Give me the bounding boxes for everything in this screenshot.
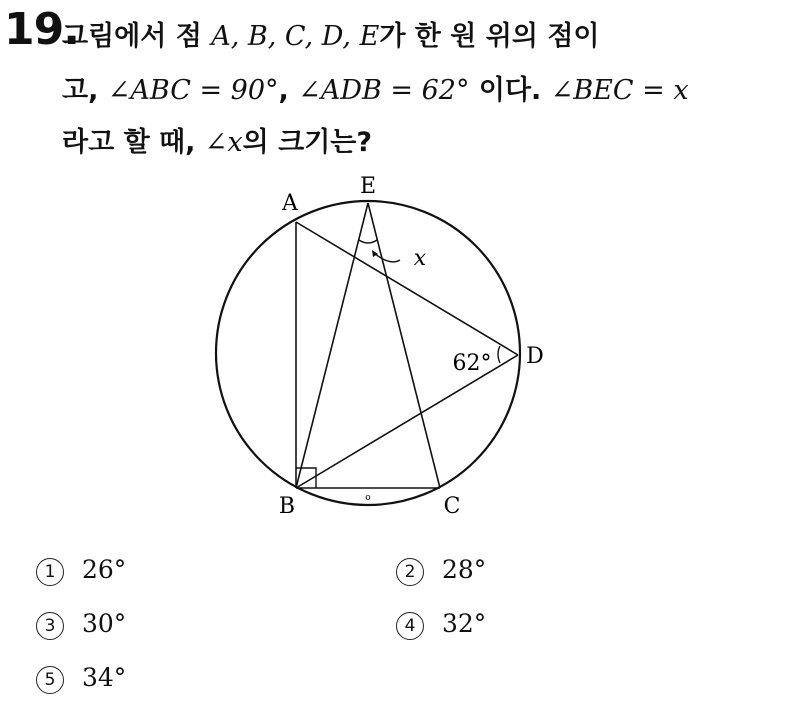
label-c: C xyxy=(443,494,461,519)
label-angle-62: 62° xyxy=(452,351,492,376)
choice-3[interactable] xyxy=(36,609,126,640)
angle-x-text: ∠x xyxy=(204,127,243,158)
angle-x-pointer xyxy=(374,253,400,262)
label-b: B xyxy=(278,494,296,519)
choice-1[interactable] xyxy=(36,555,126,586)
label-a: A xyxy=(282,191,298,216)
label-d: D xyxy=(526,344,544,369)
segment-ec xyxy=(368,203,440,488)
segment-eb xyxy=(296,203,368,488)
question-text: 고, xyxy=(62,75,108,106)
segment-ad xyxy=(296,222,518,355)
separator: , xyxy=(278,75,299,106)
question-number: 19. xyxy=(4,4,79,55)
condition-bec: ∠BEC = x xyxy=(550,75,689,106)
question-text: 이다. xyxy=(469,75,551,106)
circle-diagram xyxy=(200,170,580,520)
question-text: 라고 할 때, xyxy=(62,127,205,158)
question-line-3 xyxy=(62,120,372,159)
choice-value: 30° xyxy=(82,609,127,638)
condition-adb: ∠ADB = 62° xyxy=(298,75,470,106)
choice-value: 28° xyxy=(442,555,487,584)
angle-x-arc xyxy=(359,240,377,243)
question-line-1 xyxy=(62,14,600,53)
question-line-2 xyxy=(62,68,689,107)
choice-marker: 5 xyxy=(36,666,64,694)
question-text: 의 크기는? xyxy=(242,127,373,158)
question-text: 그림에서 점 xyxy=(62,21,212,52)
choice-marker: 4 xyxy=(396,612,424,640)
choice-value: 26° xyxy=(82,555,127,584)
condition-abc: ∠ABC = 90° xyxy=(107,75,279,106)
question-text: 가 한 원 위의 점이 xyxy=(379,21,600,52)
choice-value: 32° xyxy=(442,609,487,638)
arc-mark: o xyxy=(365,493,371,503)
angle-62-arc xyxy=(498,346,500,363)
point-list: A, B, C, D, E xyxy=(211,21,380,52)
label-angle-x: x xyxy=(413,246,427,271)
label-e: E xyxy=(359,174,377,199)
choice-4[interactable] xyxy=(396,609,486,640)
choice-2[interactable] xyxy=(396,555,486,586)
choice-marker: 3 xyxy=(36,612,64,640)
choice-value: 34° xyxy=(82,663,127,692)
choice-marker: 1 xyxy=(36,558,64,586)
choice-marker: 2 xyxy=(396,558,424,586)
choice-5[interactable] xyxy=(36,663,126,694)
